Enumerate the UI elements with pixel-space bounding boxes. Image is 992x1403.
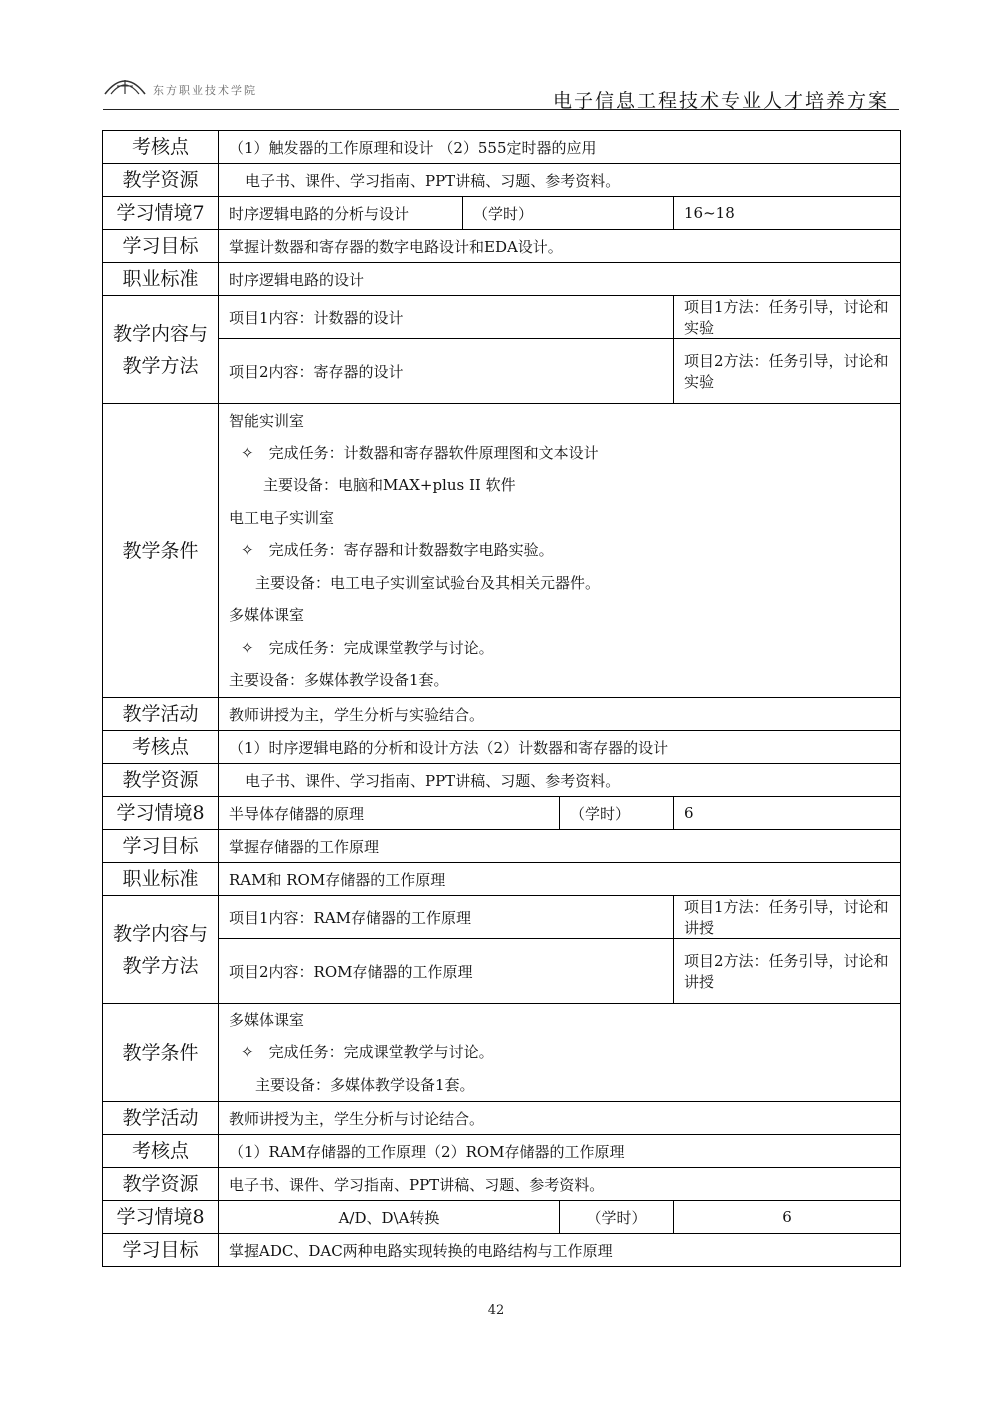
table-row <box>103 764 901 797</box>
row-label: 学习目标 <box>103 830 219 863</box>
learning-goal: 掌握ADC、DAC两种电路实现转换的电路结构与工作原理 <box>219 1234 901 1267</box>
project1-method: 项目1方法：任务引导，讨论和实验 <box>674 296 901 339</box>
project1-content: 项目1内容：计数器的设计 <box>219 296 674 339</box>
table-row <box>103 197 901 230</box>
row-label: 考核点 <box>103 1135 219 1168</box>
condition-line: 多媒体课室 <box>229 1011 305 1029</box>
row-label: 教学资源 <box>103 164 219 197</box>
table-row <box>103 698 901 731</box>
table-row <box>103 404 901 698</box>
row-label: 学习目标 <box>103 230 219 263</box>
school-name: 东方职业技术学院 <box>153 84 257 97</box>
row-label: 教学条件 <box>103 404 219 698</box>
table-row <box>103 263 901 296</box>
row-label: 学习情境8 <box>103 797 219 830</box>
row-label: 教学资源 <box>103 764 219 797</box>
table-row <box>103 1102 901 1135</box>
row-label: 教学内容与教学方法 <box>103 896 219 1004</box>
table-row <box>103 1168 901 1201</box>
row-label: 教学资源 <box>103 1168 219 1201</box>
row-label: 考核点 <box>103 131 219 164</box>
row-label: 考核点 <box>103 731 219 764</box>
professional-standard: RAM和 ROM存储器的工作原理 <box>219 863 901 896</box>
condition-line: 主要设备：多媒体教学设备1套。 <box>255 1075 475 1094</box>
curriculum-table <box>102 130 901 1267</box>
situation-name: 时序逻辑电路的分析与设计 <box>219 197 463 230</box>
page-header <box>103 68 899 110</box>
learning-goal: 掌握计数器和寄存器的数字电路设计和EDA设计。 <box>219 230 901 263</box>
condition-line: ✧ 完成任务：寄存器和计数器数字电路实验。 <box>241 541 554 560</box>
table-row <box>103 1135 901 1168</box>
hours-label: （学时） <box>560 797 674 830</box>
project2-method: 项目2方法：任务引导，讨论和实验 <box>674 339 901 404</box>
row-label: 教学条件 <box>103 1004 219 1102</box>
teaching-resources: 电子书、课件、学习指南、PPT讲稿、习题、参考资料。 <box>219 164 901 197</box>
row-label: 教学活动 <box>103 1102 219 1135</box>
hours-value: 16~18 <box>674 197 901 230</box>
table-row <box>103 296 901 339</box>
table-row <box>103 939 901 1004</box>
table-row <box>103 339 901 404</box>
header-rule <box>103 109 899 110</box>
hours-label: （学时） <box>463 197 674 230</box>
project2-content: 项目2内容：寄存器的设计 <box>219 339 674 404</box>
teaching-resources: 电子书、课件、学习指南、PPT讲稿、习题、参考资料。 <box>219 1168 901 1201</box>
assessment-points: （1）触发器的工作原理和设计 （2）555定时器的应用 <box>219 131 901 164</box>
situation-name: 半导体存储器的原理 <box>219 797 560 830</box>
project1-method: 项目1方法：任务引导，讨论和讲授 <box>674 896 901 939</box>
teaching-conditions <box>219 1004 901 1102</box>
project2-content: 项目2内容：ROM存储器的工作原理 <box>219 939 674 1004</box>
hours-value: 6 <box>674 797 901 830</box>
row-label: 学习目标 <box>103 1234 219 1267</box>
school-logo-icon <box>103 74 147 96</box>
page-number: 42 <box>487 1303 505 1318</box>
table-row <box>103 1201 901 1234</box>
table-row <box>103 830 901 863</box>
teaching-activity: 教师讲授为主，学生分析与讨论结合。 <box>219 1102 901 1135</box>
row-label: 学习情境8 <box>103 1201 219 1234</box>
teaching-resources: 电子书、课件、学习指南、PPT讲稿、习题、参考资料。 <box>219 764 901 797</box>
table-row <box>103 164 901 197</box>
condition-line: ✧ 完成任务：计数器和寄存器软件原理图和文本设计 <box>241 444 599 463</box>
table-row <box>103 1004 901 1102</box>
situation-name: A/D、D\A转换 <box>219 1201 560 1234</box>
table-row <box>103 896 901 939</box>
project2-method: 项目2方法：任务引导，讨论和讲授 <box>674 939 901 1004</box>
professional-standard: 时序逻辑电路的设计 <box>219 263 901 296</box>
condition-line: 电工电子实训室 <box>229 508 335 527</box>
condition-line: 智能实训室 <box>229 411 305 430</box>
table-row <box>103 1234 901 1267</box>
teaching-conditions <box>219 404 901 698</box>
condition-line: 多媒体课室 <box>229 606 305 625</box>
table-row <box>103 863 901 896</box>
table-row <box>103 230 901 263</box>
hours-value: 6 <box>674 1201 901 1234</box>
row-label: 教学活动 <box>103 698 219 731</box>
table-row <box>103 797 901 830</box>
table-row <box>103 731 901 764</box>
assessment-points: （1）RAM存储器的工作原理（2）ROM存储器的工作原理 <box>219 1135 901 1168</box>
condition-line: ✧ 完成任务：完成课堂教学与讨论。 <box>241 1043 494 1062</box>
condition-line: 主要设备：多媒体教学设备1套。 <box>229 670 449 689</box>
row-label: 职业标准 <box>103 863 219 896</box>
document-title: 电子信息工程技术专业人才培养方案 <box>552 90 889 112</box>
assessment-points: （1）时序逻辑电路的分析和设计方法（2）计数器和寄存器的设计 <box>219 731 901 764</box>
hours-label: （学时） <box>560 1201 674 1234</box>
project1-content: 项目1内容：RAM存储器的工作原理 <box>219 896 674 939</box>
teaching-activity: 教师讲授为主，学生分析与实验结合。 <box>219 698 901 731</box>
learning-goal: 掌握存储器的工作原理 <box>219 830 901 863</box>
condition-line: 主要设备：电工电子实训室试验台及其相关元器件。 <box>255 573 601 592</box>
row-label: 教学内容与教学方法 <box>103 296 219 404</box>
row-label: 学习情境7 <box>103 197 219 230</box>
condition-line: 主要设备：电脑和MAX+plus II 软件 <box>263 476 516 495</box>
row-label: 职业标准 <box>103 263 219 296</box>
condition-line: ✧ 完成任务：完成课堂教学与讨论。 <box>241 638 494 657</box>
table-row <box>103 131 901 164</box>
